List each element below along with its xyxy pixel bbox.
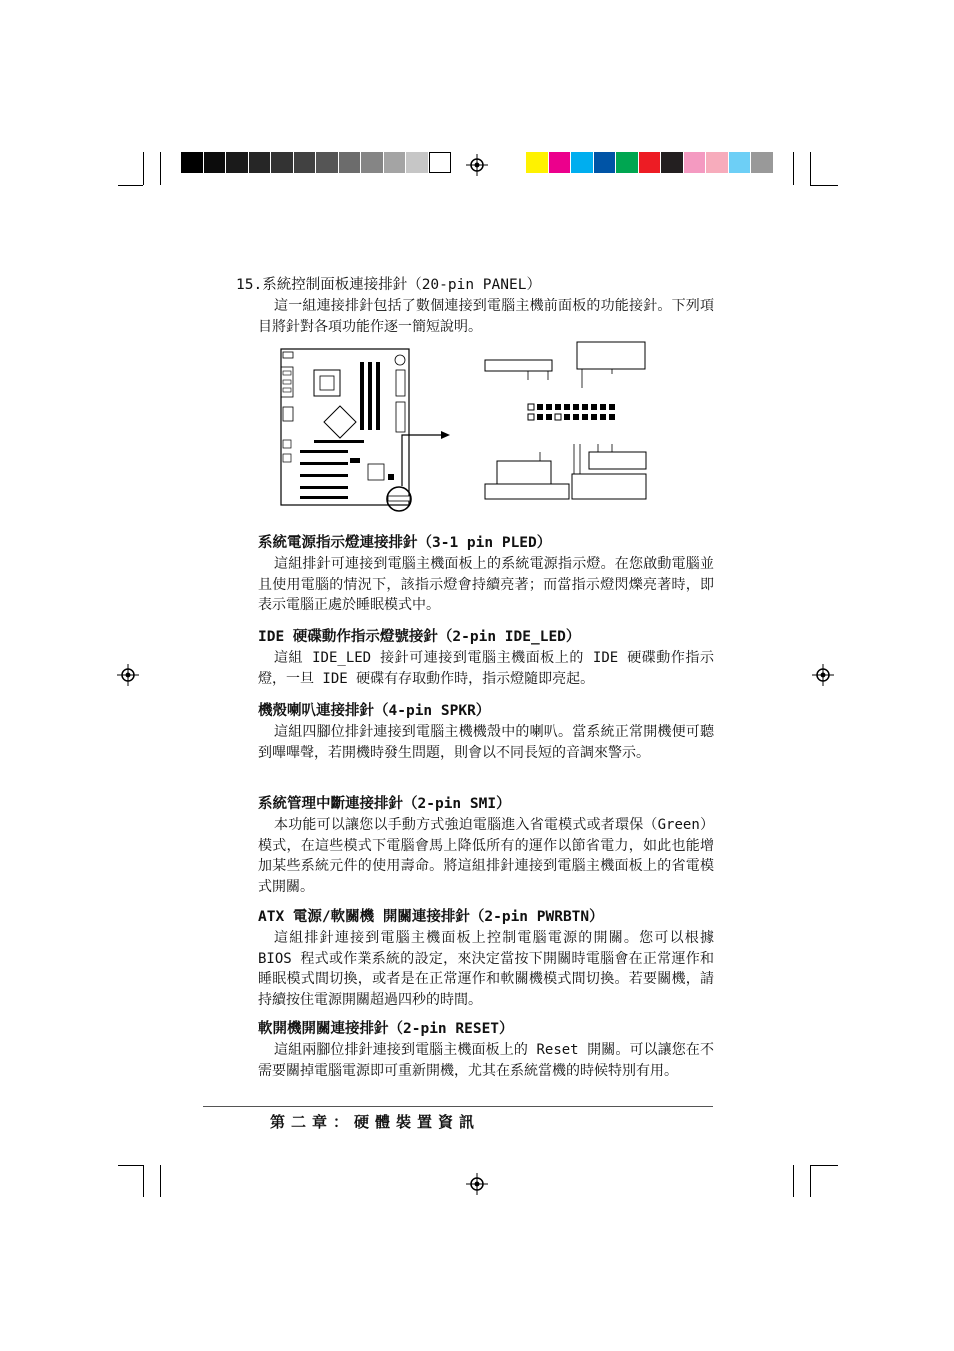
color-swatch — [751, 152, 774, 173]
registration-mark-icon — [812, 664, 834, 686]
crop-mark — [143, 152, 144, 185]
section-title: 15.系統控制面板連接排針（20-pin PANEL） — [236, 277, 541, 293]
label-box — [577, 342, 645, 369]
color-swatch — [429, 152, 452, 173]
label-box — [589, 452, 646, 469]
item-heading-reset: 軟開機開關連接排針（2-pin RESET） — [258, 1021, 514, 1037]
color-swatch — [729, 152, 752, 173]
crop-mark — [143, 1165, 144, 1197]
item-heading-pled: 系統電源指示燈連接排針（3-1 pin PLED） — [258, 535, 552, 551]
color-swatch — [339, 152, 362, 173]
registration-mark-icon — [466, 1173, 488, 1195]
color-swatch — [361, 152, 384, 173]
crop-mark — [160, 1165, 161, 1197]
color-swatch — [684, 152, 707, 173]
item-heading-ide-led: IDE 硬碟動作指示燈號接針（2-pin IDE_LED） — [258, 629, 581, 645]
item-body-reset: 這組兩腳位排針連接到電腦主機面板上的 Reset 開關。可以讓您在不需要關掉電腦電源即可重新開機，尤其在系統當機的時候特別有用。 — [258, 1042, 714, 1079]
label-box — [572, 474, 646, 499]
registration-mark-icon — [466, 154, 488, 176]
item-body-ide-led: 這組 IDE_LED 接針可連接到電腦主機面板上的 IDE 硬碟動作指示燈，一旦 IDE 硬碟有存取動作時，指示燈隨即亮起。 — [258, 650, 714, 687]
color-swatch — [639, 152, 662, 173]
color-swatch — [406, 152, 429, 173]
crop-mark — [160, 152, 161, 185]
footer-rule — [203, 1106, 713, 1107]
item-body-smi: 本功能可以讓您以手動方式強迫電腦進入省電模式或者環保（Green）模式，在這些模式下電腦會馬上降低所有的運作以節省電力，如此也能增加某些系統元件的使用壽命。將這組排針連接到電腦主機面板上的省電模式開關。 — [258, 817, 714, 895]
item-heading-spkr: 機殼喇叭連接排針（4-pin SPKR） — [258, 703, 491, 719]
item-body-pled: 這組排針可連接到電腦主機面板上的系統電源指示燈。在您啟動電腦並且使用電腦的情況下，該指示燈會持續亮著；而當指示燈閃爍亮著時，即表示電腦正處於睡眠模式中。 — [258, 556, 714, 613]
color-swatch — [571, 152, 594, 173]
section-intro: 這一組連接排針包括了數個連接到電腦主機前面板的功能接針。下列項目將針對各項功能作逐一簡短說明。 — [258, 298, 714, 335]
chapter-footer: 第二章：硬體裝置資訊 — [270, 1113, 481, 1131]
crop-mark — [810, 185, 838, 186]
process-color-bar — [526, 152, 774, 173]
color-swatch — [249, 152, 272, 173]
crop-mark — [810, 1165, 811, 1197]
crop-mark — [793, 152, 794, 185]
color-swatch — [204, 152, 227, 173]
registration-mark-icon — [117, 664, 139, 686]
color-swatch — [316, 152, 339, 173]
color-swatch — [294, 152, 317, 173]
label-box — [485, 484, 569, 499]
item-heading-pwrbtn: ATX 電源/軟關機 開關連接排針（2-pin PWRBTN） — [258, 909, 604, 925]
panel-connector-diagram — [278, 340, 650, 512]
label-box — [497, 461, 551, 484]
color-swatch — [384, 152, 407, 173]
color-swatch — [181, 152, 204, 173]
color-swatch — [616, 152, 639, 173]
item-body-pwrbtn: 這組排針連接到電腦主機面板上控制電腦電源的開關。您可以根據 BIOS 程式或作業系統的設定，來決定當按下開關時電腦會在正常運作和睡眠模式間切換，或者是在正常運作和軟關機模式間切換。若要關機，請持續按住電源開關超過四秒的時間。 — [258, 930, 714, 1008]
color-swatch — [271, 152, 294, 173]
item-heading-smi: 系統管理中斷連接排針（2-pin SMI） — [258, 796, 511, 812]
crop-mark — [810, 1165, 838, 1166]
crop-mark — [793, 1165, 794, 1197]
crop-mark — [118, 1165, 143, 1166]
motherboard-outline — [281, 349, 409, 505]
color-swatch — [594, 152, 617, 173]
crop-mark — [810, 152, 811, 185]
color-swatch — [661, 152, 684, 173]
color-swatch — [226, 152, 249, 173]
item-body-spkr: 這組四腳位排針連接到電腦主機機殼中的喇叭。當系統正常開機便可聽到嗶嗶聲，若開機時發生問題，則會以不同長短的音調來警示。 — [258, 724, 714, 761]
color-swatch — [526, 152, 549, 173]
grayscale-color-bar — [181, 152, 451, 173]
color-swatch — [706, 152, 729, 173]
label-box — [485, 360, 552, 371]
crop-mark — [118, 185, 143, 186]
color-swatch — [549, 152, 572, 173]
